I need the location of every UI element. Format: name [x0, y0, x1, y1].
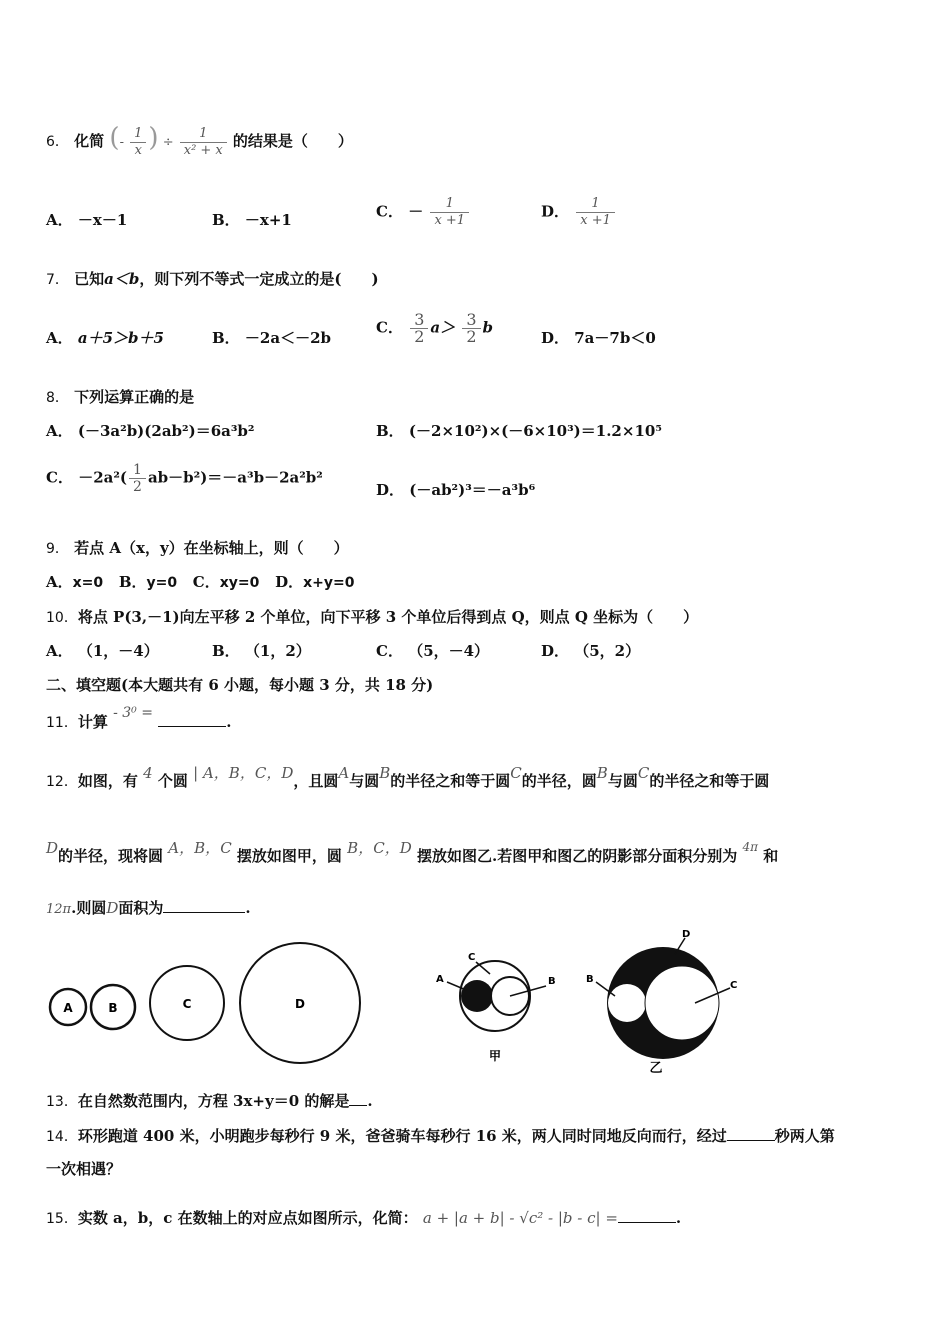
q12-line3: 12π.则圆D面积为 .: [46, 896, 251, 920]
q10-option-c[interactable]: C． （5，－4）: [376, 642, 490, 660]
q15-stem: 15．实数 a，b，c 在数轴上的对应点如图所示，化简： a + |a + b| - √c² - |b - c| = .: [46, 1206, 681, 1229]
q10-option-b[interactable]: B． （1，2）: [212, 642, 311, 660]
svg-text:C: C: [182, 997, 192, 1011]
svg-text:B: B: [108, 1001, 118, 1015]
q12-line1: 12．如图，有 4 个圆 | A，B，C，D，且圆A与圆B的半径之和等于圆C的半径，圆B与圆C的半径之和等于圆: [46, 764, 770, 790]
svg-text:D: D: [295, 997, 305, 1011]
q14-line2: 一次相遇？: [46, 1160, 122, 1178]
q8-option-d[interactable]: D． (－ab²)³＝－a³b⁶: [376, 481, 536, 499]
q9-option-b[interactable]: B．y=0: [118, 573, 178, 591]
q7-option-a[interactable]: A． a＋5＞b＋5: [46, 329, 164, 347]
q7-option-b[interactable]: B． －2a＜－2b: [212, 329, 332, 347]
q13-answer-blank[interactable]: [349, 1089, 367, 1106]
q15-answer-blank[interactable]: [618, 1206, 676, 1223]
q9-options: [46, 572, 354, 593]
q12-figure: [40, 929, 760, 1080]
q7-option-c[interactable]: C． $\frac{3}{2}$ a＞ $\frac{3}{2}$ b: [376, 310, 494, 346]
q10-option-d[interactable]: D． （5，2）: [541, 642, 641, 660]
section-heading: 二、填空题(本大题共有 6 小题，每小题 3 分，共 18 分): [46, 676, 434, 694]
svg-text:C: C: [730, 980, 738, 991]
q11-answer-blank[interactable]: [158, 710, 226, 727]
q10-option-a[interactable]: A． （1，－4）: [46, 642, 159, 660]
q6-number: 6．: [46, 134, 69, 150]
svg-text:A: A: [436, 974, 444, 985]
q12-answer-blank[interactable]: [163, 896, 245, 913]
circle-d: [240, 943, 360, 1063]
q9-option-a[interactable]: A．x=0: [46, 573, 104, 591]
q9-stem: 9． 若点 A（x，y）在坐标轴上，则（ ）: [46, 539, 349, 557]
svg-text:C: C: [468, 952, 476, 963]
q6-prefix: 化简: [74, 132, 105, 150]
circle-c: [150, 966, 224, 1040]
q9-option-c[interactable]: C．xy=0: [192, 573, 260, 591]
svg-text:D: D: [682, 929, 691, 940]
q8-stem: 8． 下列运算正确的是: [46, 388, 195, 406]
q6-option-c[interactable]: C． － $\frac{1}{x +1}$: [376, 196, 471, 229]
q6-stem: [46, 123, 353, 159]
svg-text:B: B: [548, 976, 556, 987]
q11-expression: - 3⁰ =: [113, 705, 153, 721]
q14-answer-blank[interactable]: [727, 1124, 775, 1141]
q6-option-b[interactable]: B． －x+1: [212, 211, 292, 229]
q6-suffix: 的结果是（ ）: [232, 132, 353, 150]
svg-text:甲: 甲: [488, 1049, 502, 1063]
q7-stem: 7． 已知a＜b，则下列不等式一定成立的是( ): [46, 270, 379, 288]
circle-b: [91, 985, 135, 1029]
q6-expression: (- $\frac{1}{x}$ ) ÷ $\frac{1}{\text{x² + x}}$: [109, 135, 233, 150]
q11-stem: 11．计算 - 3⁰ = .: [46, 705, 232, 731]
q6-option-a[interactable]: A． －x－1: [46, 211, 128, 229]
q8-option-b[interactable]: B． (－2×10²)×(－6×10³)＝1.2×10⁵: [376, 422, 662, 440]
figure-jia: [436, 952, 556, 1063]
q6-option-d[interactable]: D． $\frac{1}{x +1}$: [541, 196, 617, 229]
q7-option-d[interactable]: D． 7a－7b＜0: [541, 329, 656, 347]
q12-line2: D的半径，现将圆 A，B，C 摆放如图甲，圆 B，C，D 摆放如图乙.若图甲和图乙的阴影部分面积分别为 $^{4\pi}$ 和: [46, 839, 779, 865]
svg-text:乙: 乙: [649, 1061, 663, 1076]
svg-text:B: B: [586, 974, 594, 985]
q8-option-c[interactable]: C． －2a²( $\frac{1}{2}$ ab－b²)＝－a³b－2a²b²: [46, 462, 323, 495]
q15-expression: a + |a + b| - √c² - |b - c| =: [422, 1209, 618, 1227]
q13-stem: 13．在自然数范围内，方程 3x+y＝0 的解是 .: [46, 1089, 373, 1112]
q10-stem: 10．将点 P(3,－1)向左平移 2 个单位，向下平移 3 个单位后得到点 Q，则点 Q 坐标为（ ）: [46, 608, 699, 626]
circle-a: [50, 989, 86, 1025]
q8-option-a[interactable]: A． (－3a²b)(2ab²)＝6a³b²: [46, 422, 255, 440]
svg-text:A: A: [63, 1001, 73, 1015]
q14-stem: 14．环形跑道 400 米，小明跑步每秒行 9 米，爸爸骑车每秒行 16 米，两人同时同地反向而行，经过 秒两人第: [46, 1124, 835, 1147]
figure-yi: [586, 929, 737, 1076]
q9-option-d[interactable]: D．x+y=0: [275, 573, 355, 591]
